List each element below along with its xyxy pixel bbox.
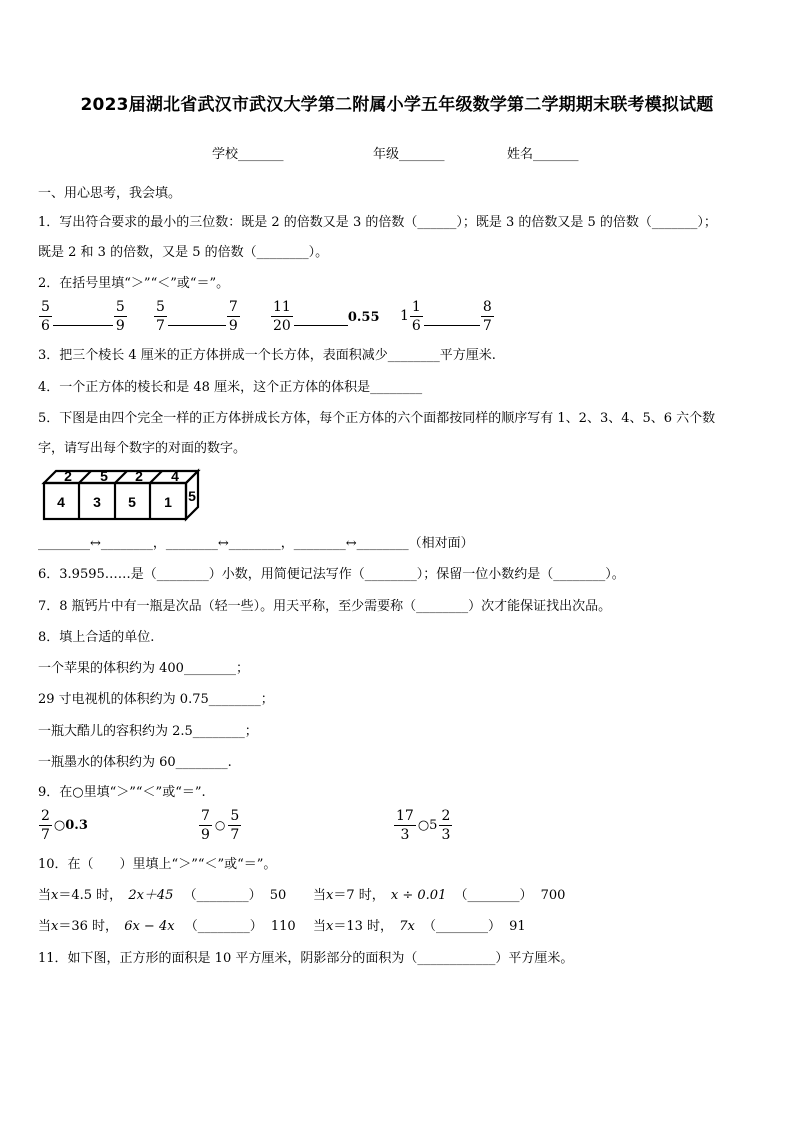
cube-front-label: 3 xyxy=(93,494,101,510)
question-1-line1: 1．写出符合要求的最小的三位数：既是 2 的倍数又是 3 的倍数（______）；既是 3 的倍数又是 5 的倍数（_______）； xyxy=(38,215,717,230)
fraction: $\frac{11}{20}$ xyxy=(273,298,291,334)
question-3: 3．把三个棱长 4 厘米的正方体拼成一个长方体，表面积减少________平方厘米. xyxy=(38,348,496,363)
answer-blank xyxy=(294,324,348,326)
question-2-item-b xyxy=(153,296,241,336)
cube-front-label: 4 xyxy=(57,494,65,510)
cube-figure xyxy=(38,466,203,524)
question-5-line1: 5．下图是由四个完全一样的正方体拼成长方体，每个正方体的六个面都按同样的顺序写有 1、2、3、4、5、6 六个数 xyxy=(38,411,716,426)
answer-blank xyxy=(168,324,226,326)
question-10-item-4: 当x＝13 时， 7x （________） 91 xyxy=(313,919,526,934)
question-5-answers: ________↔________，________↔________，________↔________（相对面） xyxy=(38,536,474,551)
question-2-item-d: 1 $\frac{1}{6}$ $\frac{8}{7}$ xyxy=(400,298,492,334)
fraction: $\frac{8}{7}$ xyxy=(482,298,492,334)
answer-blank xyxy=(53,324,113,326)
page-title: 2023届湖北省武汉市武汉大学第二附属小学五年级数学第二学期期末联考模拟试题 xyxy=(80,95,714,115)
cube-top-label: 5 xyxy=(100,468,108,484)
question-9-item-a: $\frac{2}{7}$ ○0.3 xyxy=(41,807,88,843)
question-2-item-c: $\frac{11}{20}$ 0.55 xyxy=(273,298,380,334)
question-5-line2: 字，请写出每个数字的对面的数字。 xyxy=(38,441,247,456)
fraction: $\frac{5}{6}$ xyxy=(41,298,50,334)
name-field: 姓名_______ xyxy=(507,147,579,162)
question-11: 11．如下图，正方形的面积是 10 平方厘米，阴影部分的面积为（____________）平方厘米。 xyxy=(38,951,574,966)
fraction: $\frac{5}{7}$ xyxy=(230,807,240,843)
fraction: $\frac{7}{9}$ xyxy=(201,807,210,843)
grade-field: 年级_______ xyxy=(373,147,445,162)
question-4: 4．一个正方体的棱长和是 48 厘米，这个正方体的体积是________ xyxy=(38,380,423,395)
question-8-item: 一瓶大酷儿的容积约为 2.5________； xyxy=(38,724,258,739)
fraction: $\frac{2}{3}$ xyxy=(441,807,451,843)
question-9-item-b: $\frac{7}{9}$ ○ $\frac{5}{7}$ xyxy=(201,807,240,843)
question-8-item: 29 寸电视机的体积约为 0.75________； xyxy=(38,692,274,707)
cube-front-label: 5 xyxy=(128,494,136,510)
question-9-item-c: $\frac{17}{3}$ ○5 $\frac{2}{3}$ xyxy=(396,807,451,843)
question-10-item-2: 当x＝7 时， x ÷ 0.01 （________） 700 xyxy=(313,888,566,903)
question-10: 10．在（ ）里填上“＞”“＜”或“＝”。 xyxy=(38,857,277,872)
question-8-item: 一瓶墨水的体积约为 60________. xyxy=(38,755,232,770)
question-10-item-1: 当x＝4.5 时， 2x＋45 （________） 50 xyxy=(38,888,287,903)
fraction: $\frac{1}{6}$ xyxy=(411,298,421,334)
question-2: 2．在括号里填“＞”“＜”或“＝”。 xyxy=(38,276,230,291)
fraction: $\frac{5}{7}$ xyxy=(156,298,165,334)
section-heading: 一、用心思考，我会填。 xyxy=(38,186,182,201)
cube-front-label: 1 xyxy=(164,494,172,510)
fraction: $\frac{5}{9}$ xyxy=(115,298,125,334)
cube-top-label: 2 xyxy=(64,468,72,484)
cube-top-label: 4 xyxy=(171,468,179,484)
cube-side-label: 5 xyxy=(188,488,196,504)
fraction: $\frac{17}{3}$ xyxy=(396,807,414,843)
question-1-line2: 既是 2 和 3 的倍数，又是 5 的倍数（________）。 xyxy=(38,245,329,260)
question-8-item: 一个苹果的体积约为 400________； xyxy=(38,661,249,676)
question-2-item-a xyxy=(38,296,128,336)
question-9: 9．在○里填“＞”“＜”或“＝”. xyxy=(38,785,206,800)
question-8: 8．填上合适的单位. xyxy=(38,630,155,645)
question-7: 7．8 瓶钙片中有一瓶是次品（轻一些）。用天平称，至少需要称（________）次才能保证找出次品。 xyxy=(38,599,612,614)
answer-blank xyxy=(424,324,480,326)
school-field: 学校_______ xyxy=(212,147,284,162)
fraction: $\frac{2}{7}$ xyxy=(41,807,50,843)
question-6: 6．3.9595……是（________）小数，用简便记法写作（________）；保留一位小数约是（________）。 xyxy=(38,567,625,582)
cube-top-label: 2 xyxy=(135,468,143,484)
question-10-item-3: 当x＝36 时， 6x − 4x （________） 110 xyxy=(38,919,296,934)
fraction: $\frac{7}{9}$ xyxy=(228,298,238,334)
